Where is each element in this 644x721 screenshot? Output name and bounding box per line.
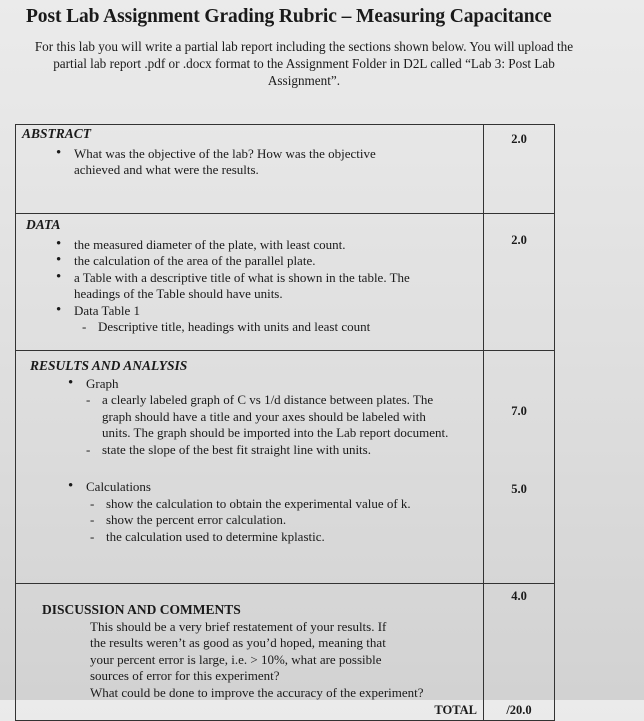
data-score: 2.0 [484, 214, 555, 351]
rubric-table [15, 124, 555, 721]
discussion-score: 4.0 [511, 589, 527, 603]
calc-list [30, 479, 469, 496]
list-item: • a Table with a descriptive title of what is shown in the table. The headings of the Table should have units. [74, 270, 443, 303]
list-item: - state the slope of the best fit straight line with units. [102, 442, 453, 459]
list-item: • the calculation of the area of the parallel plate. [74, 253, 443, 270]
graph-cell [16, 351, 484, 467]
calc-score: 5.0 [484, 466, 555, 584]
abstract-cell [16, 125, 484, 214]
abstract-heading: ABSTRACT [22, 126, 92, 141]
data-heading: DATA [26, 217, 61, 232]
list-item: - Descriptive title, headings with units and least count [98, 319, 473, 336]
list-item: - show the percent error calculation. [106, 512, 469, 529]
list-item: • Calculations [86, 479, 469, 496]
abstract-score: 2.0 [484, 125, 555, 214]
data-sub-list [26, 319, 473, 336]
calc-row [16, 466, 555, 584]
graph-sub-list [30, 392, 469, 458]
list-item: • the measured diameter of the plate, with least count. [74, 237, 443, 254]
data-row [16, 214, 555, 351]
list-item: - show the calculation to obtain the experimental value of k. [106, 496, 469, 513]
graph-list [30, 376, 469, 393]
abstract-row [16, 125, 555, 214]
list-item: • What was the objective of the lab? How was the objective achieved and what were the results. [74, 146, 417, 179]
graph-row [16, 351, 555, 467]
list-item: - a clearly labeled graph of C vs 1/d distance between plates. The graph should have a title and your axes should be labeled with units. The graph should be imported into the Lab report document. [102, 392, 453, 442]
graph-score: 7.0 [484, 351, 555, 467]
list-item: • Graph [86, 376, 469, 393]
calc-sub-list [30, 496, 469, 546]
total-label: TOTAL [434, 702, 477, 717]
data-list [26, 237, 473, 320]
discussion-body: This should be a very brief restatement of your results. If the results weren’t as good as you’d hoped, meaning that your percent error is large, i.e. > 10%, what are possible sources of error for this experiment? [90, 618, 387, 683]
page-title: Post Lab Assignment Grading Rubric – Measuring Capacitance [26, 6, 552, 27]
data-cell [16, 214, 484, 351]
discussion-heading: DISCUSSION AND COMMENTS [42, 602, 241, 617]
total-score: /20.0 [506, 702, 532, 717]
results-heading: RESULTS AND ANALYSIS [30, 358, 188, 373]
intro-text: For this lab you will write a partial lab report including the sections shown below. You will upload the partial lab report .pdf or .docx format to the Assignment Folder in D2L called “Lab 3: Post Lab Assignment”. [34, 39, 574, 88]
abstract-list [22, 146, 477, 179]
discussion-question: What could be done to improve the accuracy of the experiment? [90, 684, 424, 700]
list-item: • Data Table 1 [74, 303, 443, 320]
list-item: - the calculation used to determine kplastic. [106, 529, 469, 546]
calc-cell [16, 466, 484, 584]
